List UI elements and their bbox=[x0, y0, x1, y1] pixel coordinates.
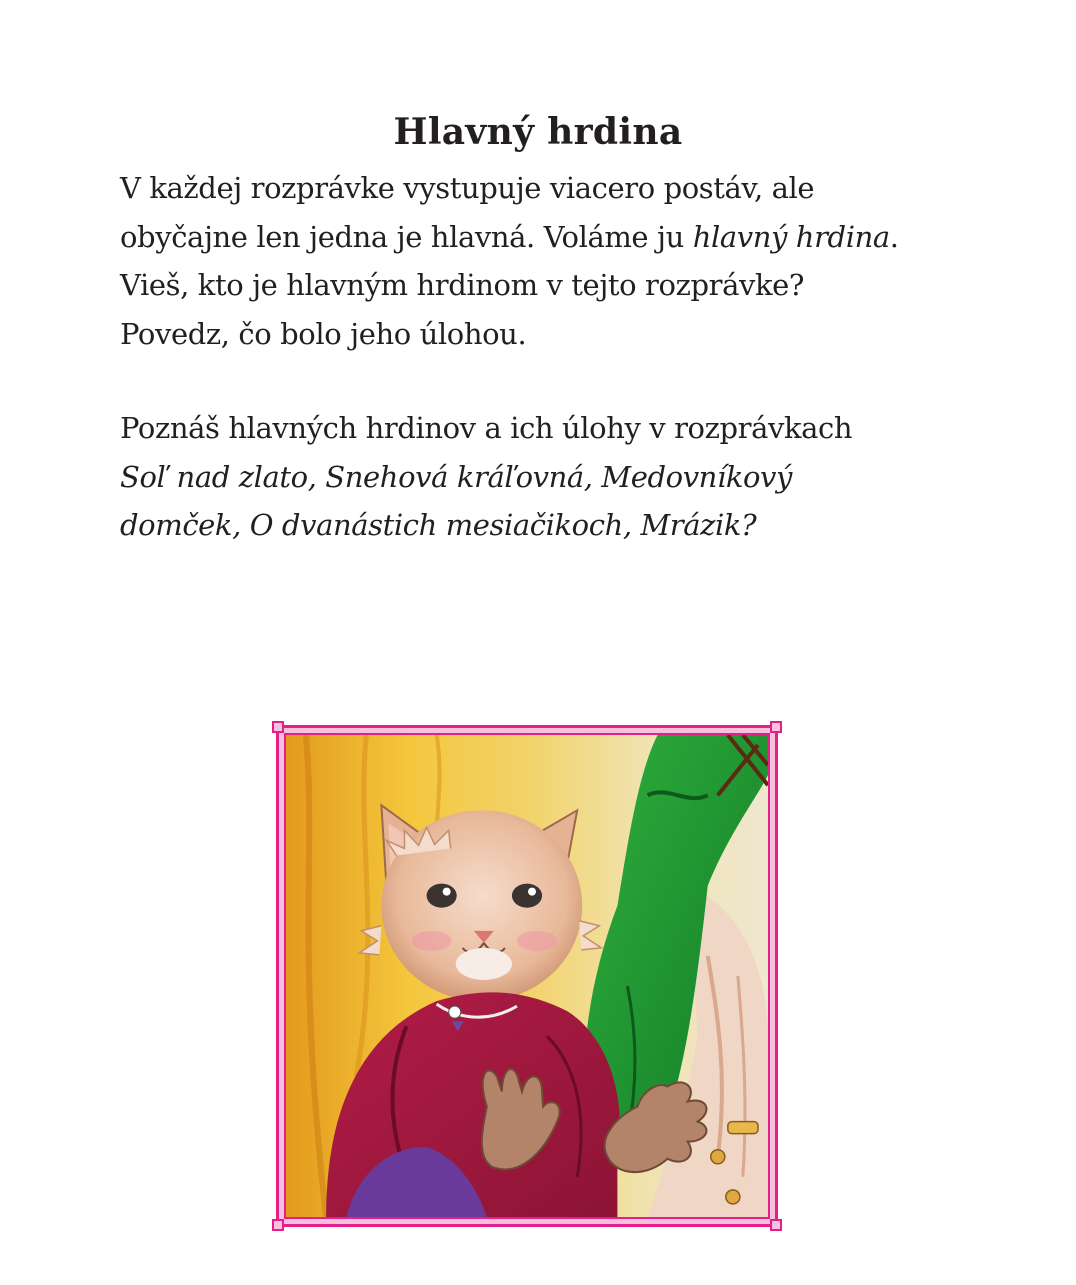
text-line: Vieš, kto je hlavným hrdinom v tejto rozprávke? bbox=[120, 268, 805, 302]
text-line: V každej rozprávke vystupuje viacero postáv, ale bbox=[120, 171, 815, 205]
frame-corner-ornament bbox=[770, 721, 782, 733]
text-line bbox=[120, 213, 1020, 262]
text-line: Povedz, čo bolo jeho úlohou. bbox=[120, 316, 527, 351]
frame-corner-ornament bbox=[770, 1219, 782, 1231]
illustration-frame bbox=[276, 725, 778, 1227]
frame-corner-ornament bbox=[272, 721, 284, 733]
term-hlavny-hrdina: hlavný hrdina bbox=[692, 219, 890, 254]
text-line: Poznáš hlavných hrdinov a ich úlohy v rozprávkach bbox=[120, 411, 853, 445]
cat-hero-illustration bbox=[286, 735, 768, 1217]
text-segment: . bbox=[889, 219, 899, 254]
question-paragraph bbox=[120, 404, 1020, 550]
page-title: Hlavný hrdina bbox=[393, 111, 683, 153]
fairy-tale-titles: domček, O dvanástich mesiačikoch, Mrázik? bbox=[120, 508, 757, 542]
frame-corner-ornament bbox=[272, 1219, 284, 1231]
fairy-tale-titles: Soľ nad zlato, Snehová kráľovná, Medovníkový bbox=[120, 459, 793, 494]
text-segment: obyčajne len jedna je hlavná. Voláme ju bbox=[120, 219, 693, 254]
intro-paragraph bbox=[120, 164, 1020, 358]
illustration-canvas bbox=[284, 733, 770, 1219]
